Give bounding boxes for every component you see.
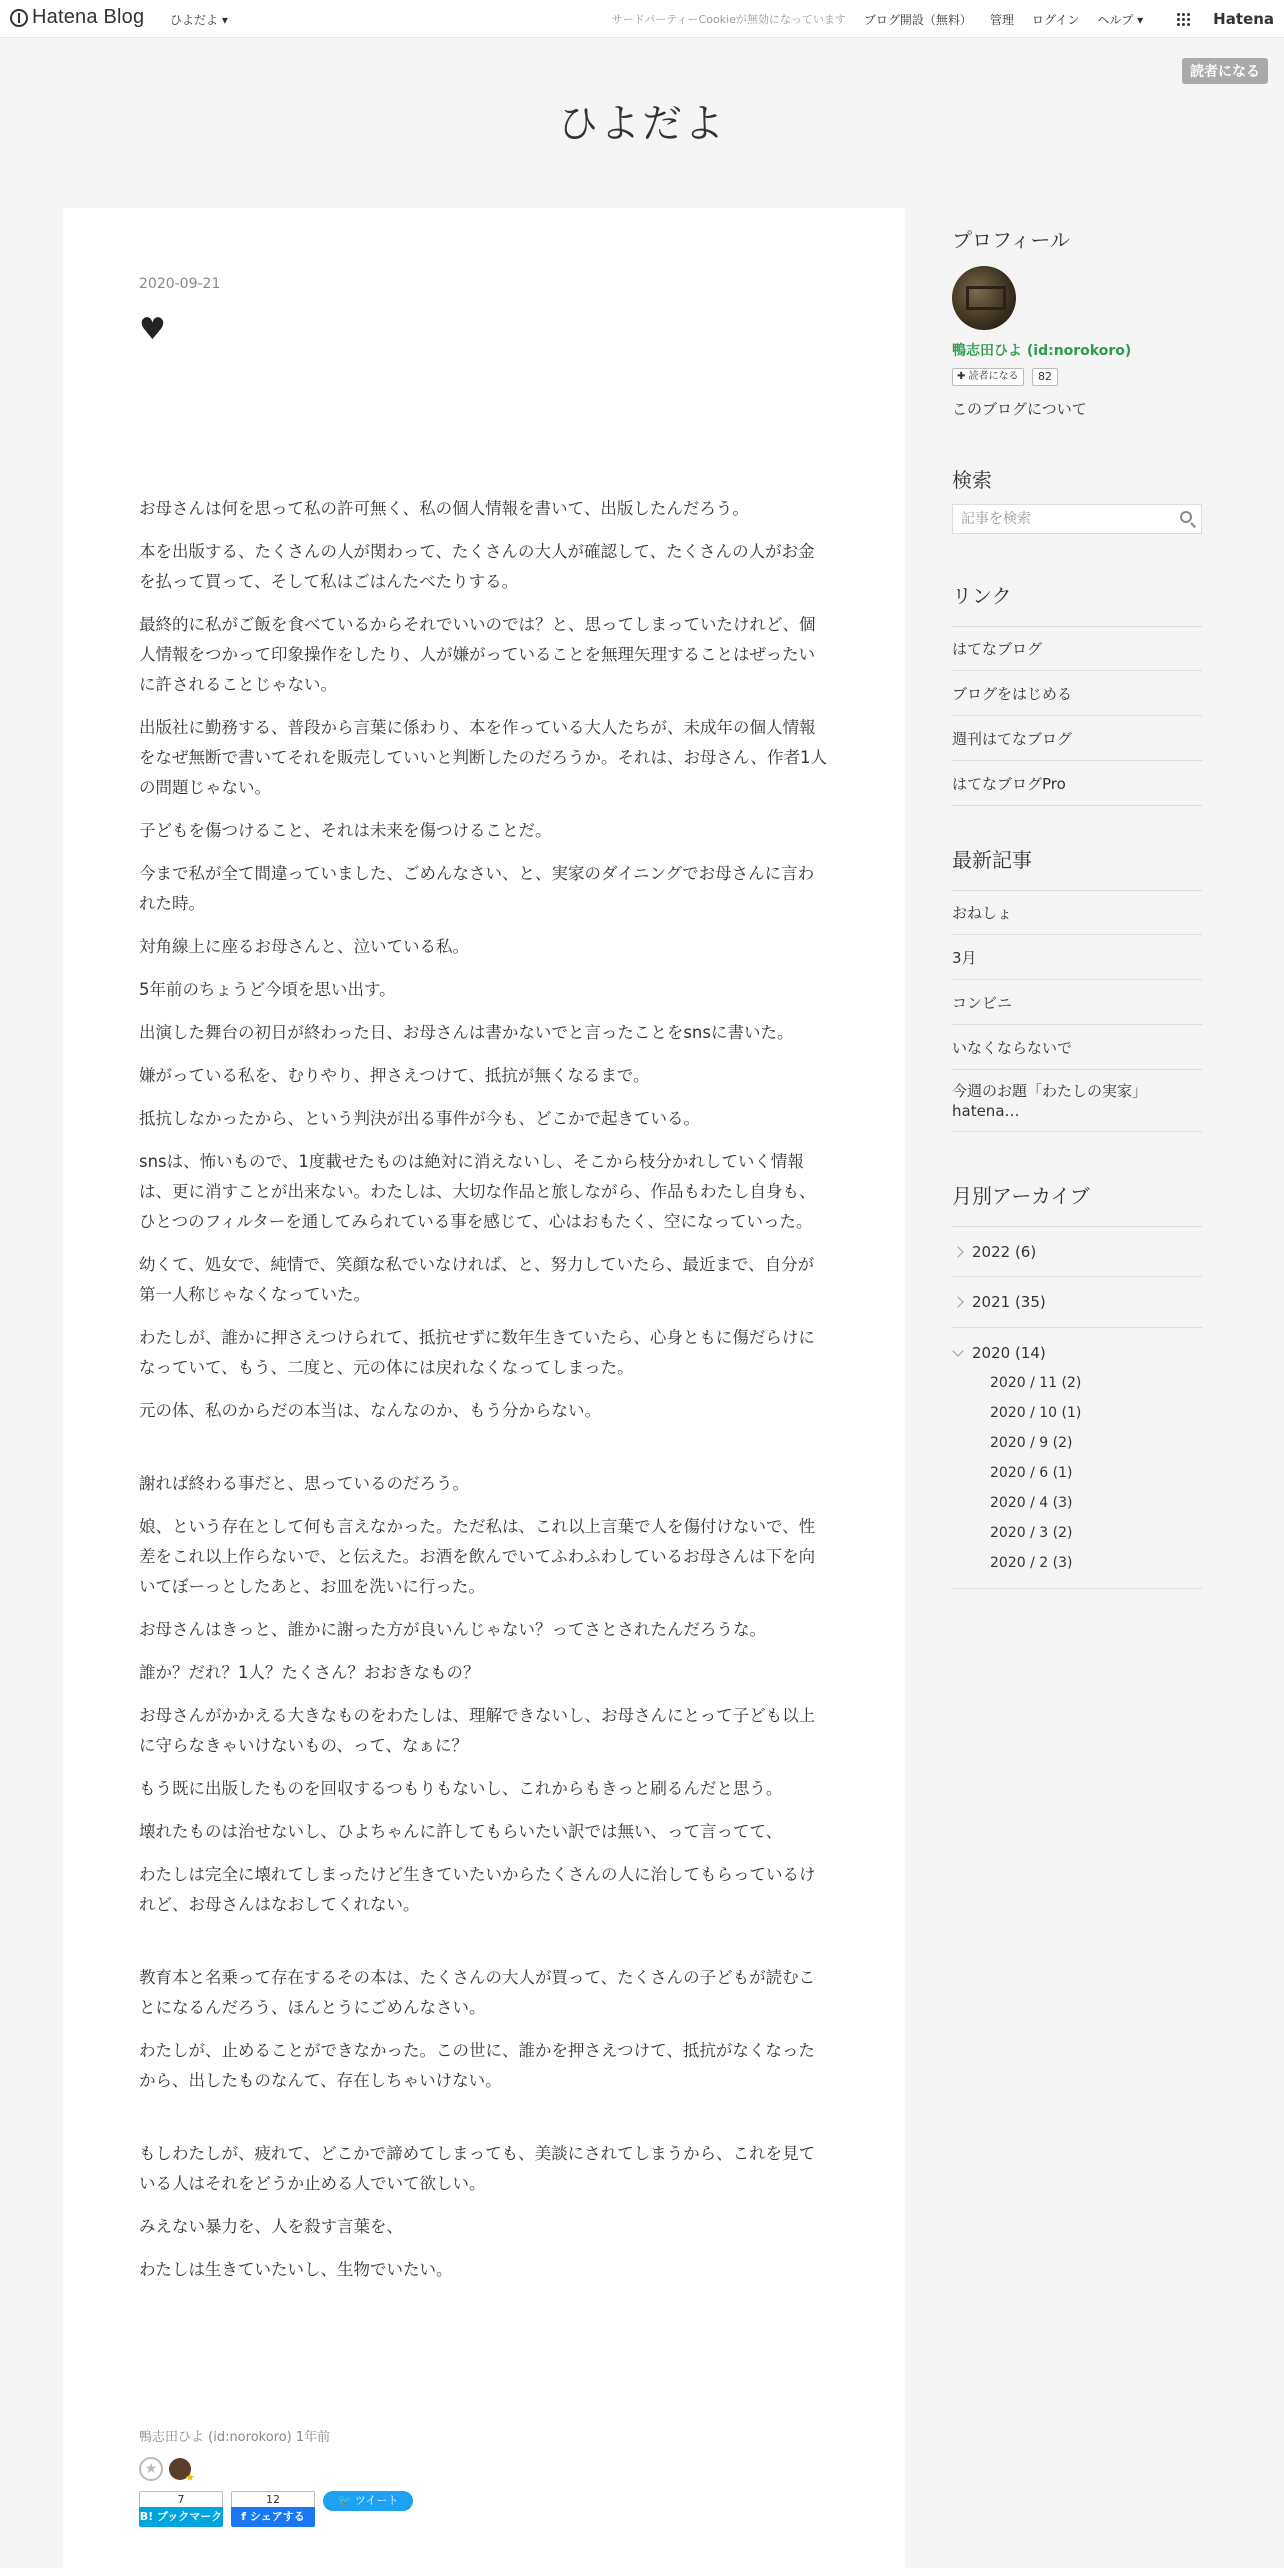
entry-date[interactable]: 2020-09-21 — [139, 276, 221, 292]
chevron-right-icon — [952, 1296, 963, 1307]
link-item[interactable]: はてなブログ — [952, 626, 1202, 671]
blog-menu-dropdown[interactable]: ひよだよ ▾ — [170, 13, 228, 27]
hatena-bookmark-label: B! ブックマーク — [139, 2507, 223, 2527]
links-list — [952, 626, 1202, 806]
archive-list — [952, 1226, 1202, 1589]
archive-months — [990, 1368, 1202, 1578]
paragraph-gap — [139, 1439, 829, 1469]
header-right-nav — [594, 0, 1274, 38]
entry-paragraph: わたしが、止めることができなかった。この世に、誰かを押さえつけて、抵抗がなくなったから、出したものなんて、存在しちゃいけない。 — [139, 2041, 815, 2090]
profile-avatar[interactable] — [952, 266, 1016, 330]
star-row — [139, 2457, 829, 2481]
hatena-dots-icon — [1177, 13, 1190, 26]
hatena-logo[interactable] — [1159, 10, 1274, 28]
global-header — [0, 0, 1284, 38]
entry-paragraph: 壊れたものは治せないし、ひよちゃんに許してもらいたい訳では無い、って言ってて、 — [139, 1822, 783, 1841]
hatena-bookmark-button[interactable] — [139, 2491, 223, 2527]
link-item[interactable]: ブログをはじめる — [952, 671, 1202, 716]
share-row — [139, 2491, 829, 2527]
entry-paragraph: みえない暴力を、人を殺す言葉を、 — [139, 2217, 403, 2236]
entry-paragraph: 教育本と名乗って存在するその本は、たくさんの大人が買って、たくさんの子どもが読むことになるんだろう、ほんとうにごめんなさい。 — [139, 1968, 816, 2017]
entry-paragraph: 出版社に勤務する、普段から言葉に係わり、本を作っている大人たちが、未成年の個人情報をなぜ無断で書いてそれを販売していいと判断したのだろうか。それは、お母さん、作者1人の問題じゃない。 — [139, 718, 827, 797]
archive-month-link[interactable]: 2020 / 9 (2) — [990, 1435, 1073, 1451]
entry-paragraph: わたしは生きていたいし、生物でいたい。 — [139, 2260, 453, 2279]
open-blog-link[interactable]: ブログ開設（無料） — [863, 12, 972, 27]
hatena-blog-logo-icon — [10, 9, 28, 27]
archive-year-2022[interactable] — [952, 1226, 1202, 1277]
entry-paragraph: お母さんはきっと、誰かに謝った方が良いんじゃない？ってさとされたんだろうな。 — [139, 1620, 766, 1639]
cookie-notice: サードパーティーCookieが無効になっています — [611, 13, 846, 26]
entry-paragraph: 謝れば終わる事だと、思っているのだろう。 — [139, 1474, 469, 1493]
profile-subscribe-button[interactable]: ✚ 読者になる — [952, 368, 1024, 386]
archive-year-label: 2020 (14) — [972, 1344, 1046, 1362]
entry-paragraph: 元の体、私のからだの本当は、なんなのか、もう分からない。 — [139, 1401, 601, 1420]
entry-paragraph: 子どもを傷つけること、それは未来を傷つけることだ。 — [139, 821, 552, 840]
tweet-button[interactable] — [323, 2491, 413, 2511]
archive-year-2020-toggle[interactable] — [952, 1344, 1202, 1362]
archive-year-2021[interactable] — [952, 1277, 1202, 1328]
recent-entry[interactable]: 3月 — [952, 935, 1202, 980]
recent-entry[interactable]: おねしょ — [952, 890, 1202, 935]
facebook-share-label: f シェアする — [231, 2507, 315, 2527]
help-menu[interactable]: ヘルプ ▾ — [1097, 12, 1144, 27]
entry-paragraph: 誰か？だれ？1人？たくさん？おおきなもの？ — [139, 1663, 480, 1682]
archive-year-2020 — [952, 1328, 1202, 1589]
archive-title: 月別アーカイブ — [952, 1184, 1090, 1208]
entry-footer — [139, 2426, 829, 2527]
recent-entries-title: 最新記事 — [952, 848, 1032, 872]
archive-month-link[interactable]: 2020 / 3 (2) — [990, 1525, 1073, 1541]
archive-month-link[interactable]: 2020 / 6 (1) — [990, 1465, 1073, 1481]
chevron-right-icon — [952, 1246, 963, 1257]
entry-paragraph: 抵抗しなかったから、という判決が出る事件が今も、どこかで起きている。 — [139, 1109, 700, 1128]
author-line[interactable]: 鴨志田ひよ (id:norokoro) 1年前 — [139, 2430, 331, 2445]
reader-count-badge[interactable]: 82 — [1032, 368, 1058, 386]
archive-year-label: 2022 (6) — [972, 1242, 1037, 1261]
twitter-bird-icon: 🐦 — [337, 2494, 352, 2507]
add-star-icon[interactable]: ★ — [139, 2457, 163, 2481]
facebook-share-count: 12 — [231, 2491, 315, 2507]
entry-paragraph: 本を出版する、たくさんの人が関わって、たくさんの大人が確認して、たくさんの人がお金を払って買って、そして私はごはんたべたりする。 — [139, 542, 815, 591]
recent-entry[interactable]: いなくならないで — [952, 1025, 1202, 1070]
entry-paragraph: 対角線上に座るお母さんと、泣いている私。 — [139, 937, 469, 956]
entry-paragraph: お母さんは何を思って私の許可無く、私の個人情報を書いて、出版したんだろう。 — [139, 499, 749, 518]
entry-title[interactable]: ♥ — [139, 312, 166, 347]
logo-text: Hatena Blog — [32, 6, 145, 28]
entry-paragraph: 最終的に私がご飯を食べているからそれでいいのでは？と、思ってしまっていたけれど、個人情報をつかって印象操作をしたり、人が嫌がっていることを無理矢理することはぜったいに許されることじゃない。 — [139, 615, 816, 694]
entry-paragraph: 嫌がっている私を、むりやり、押さえつけて、抵抗が無くなるまで。 — [139, 1066, 650, 1085]
entry-paragraph: お母さんがかかえる大きなものをわたしは、理解できないし、お母さんにとって子ども以上に守らなきゃいけないもの、って、なぁに？ — [139, 1706, 816, 1755]
main-article — [63, 208, 905, 2568]
entry-paragraph: もしわたしが、疲れて、どこかで諦めてしまっても、美談にされてしまうから、これを見ている人はそれをどうか止める人でいて欲しい。 — [139, 2144, 816, 2193]
entry-paragraph: 幼くて、処女で、純情で、笑顔な私でいなければ、と、努力していたら、最近まで、自分が第一人称じゃなくなっていた。 — [139, 1255, 815, 1304]
profile-name[interactable]: 鴨志田ひよ (id:norokoro) — [952, 343, 1132, 359]
archive-month-link[interactable]: 2020 / 10 (1) — [990, 1405, 1082, 1421]
star-user-avatar[interactable] — [169, 2458, 191, 2480]
link-item[interactable]: 週刊はてなブログ — [952, 716, 1202, 761]
hatena-bookmark-count: 7 — [139, 2491, 223, 2507]
chevron-down-icon — [952, 1345, 963, 1356]
entry-paragraph: もう既に出版したものを回収するつもりもないし、これからもきっと刷るんだと思う。 — [139, 1779, 783, 1798]
entry-paragraph: わたしは完全に壊れてしまったけど生きていたいからたくさんの人に治してもらっているけれど、お母さんはなおしてくれない。 — [139, 1865, 816, 1914]
link-item[interactable]: はてなブログPro — [952, 761, 1202, 806]
admin-link[interactable]: 管理 — [989, 12, 1014, 27]
archive-month-link[interactable]: 2020 / 2 (3) — [990, 1555, 1073, 1571]
entry-paragraph: わたしが、誰かに押さえつけられて、抵抗せずに数年生きていたら、心身ともに傷だらけになっていて、もう、二度と、元の体には戻れなくなってしまった。 — [139, 1328, 815, 1377]
hatena-blog-logo[interactable] — [10, 6, 144, 29]
about-blog-link[interactable]: このブログについて — [952, 400, 1087, 418]
login-link[interactable]: ログイン — [1031, 12, 1080, 27]
entry-paragraph: 今まで私が全て間違っていました、ごめんなさい、と、実家のダイニングでお母さんに言われた時。 — [139, 864, 815, 913]
search-icon[interactable] — [1180, 511, 1192, 523]
paragraph-gap — [139, 1933, 829, 1963]
archive-month-link[interactable]: 2020 / 11 (2) — [990, 1375, 1082, 1391]
facebook-share-button[interactable] — [231, 2491, 315, 2527]
hatena-logo-text: Hatena — [1213, 10, 1274, 28]
entry-paragraph: 娘、という存在として何も言えなかった。ただ私は、これ以上言葉で人を傷付けないで、性差をこれ以上作らないで、と伝えた。お酒を飲んでいてふわふわしているお母さんは下を向いてぼーっとしたあと、お皿を洗いに行った。 — [139, 1517, 816, 1596]
archive-year-label: 2021 (35) — [972, 1293, 1046, 1311]
subscribe-button[interactable]: 読者になる — [1182, 58, 1268, 84]
recent-entry[interactable]: コンビニ — [952, 980, 1202, 1025]
entry-paragraph: 出演した舞台の初日が終わった日、お母さんは書かないでと言ったことをsnsに書いた。 — [139, 1023, 794, 1042]
recent-entry[interactable]: 今週のお題「わたしの実家」 hatena… — [952, 1070, 1202, 1132]
archive-month-link[interactable]: 2020 / 4 (3) — [990, 1495, 1073, 1511]
recent-entries-list — [952, 890, 1202, 1132]
search-input[interactable]: 記事を検索 — [952, 504, 1202, 534]
entry-body — [139, 494, 829, 2298]
profile-title: プロフィール — [952, 228, 1070, 252]
entry-paragraph: 5年前のちょうど今頃を思い出す。 — [139, 980, 396, 999]
tweet-label: ツイート — [354, 2494, 399, 2507]
links-title: リンク — [952, 584, 1012, 608]
entry-paragraph: snsは、怖いもので、1度載せたものは絶対に消えないし、そこから枝分かれしていく情報は、更に消すことが出来ない。わたしは、大切な作品と旅しながら、作品もわたし自身も、ひとつのフィルターを通してみられている事を感じて、心はおもたく、空になっていった。 — [139, 1152, 816, 1231]
search-title: 検索 — [952, 468, 992, 492]
blog-title[interactable]: ひよだよ — [558, 101, 726, 147]
paragraph-gap — [139, 2109, 829, 2139]
